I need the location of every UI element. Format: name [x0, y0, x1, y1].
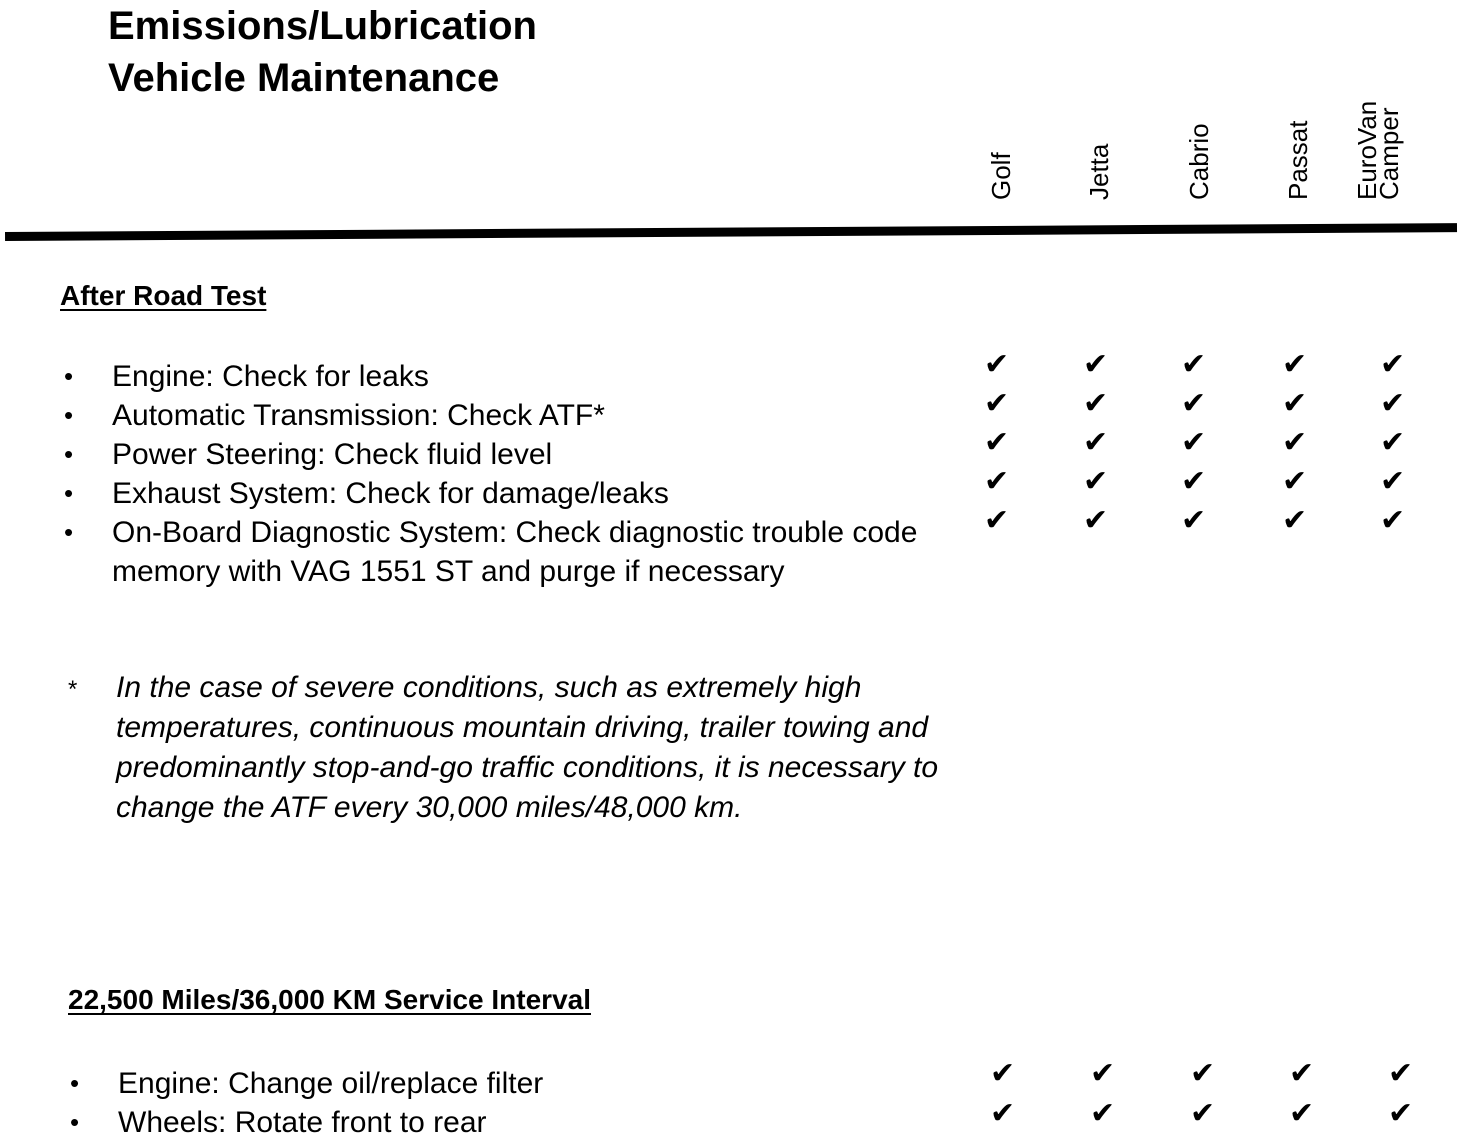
- check-icon: ✔: [1181, 386, 1207, 421]
- check-icon: ✔: [1380, 464, 1406, 499]
- check-icon: ✔: [1190, 1056, 1216, 1091]
- item-text: On-Board Diagnostic System: Check diagnostic trouble code memory with VAG 1551 ST and purge if necessary: [112, 516, 918, 588]
- check-icon: ✔: [1380, 503, 1406, 538]
- item-text: Engine: Check for leaks: [112, 360, 429, 393]
- check-icon: ✔: [984, 386, 1010, 421]
- check-icon: ✔: [1083, 386, 1109, 421]
- bullet-icon: •: [64, 439, 74, 469]
- column-header-label: Golf: [986, 152, 1016, 200]
- column-header-label-line-2: Camper: [1374, 107, 1404, 200]
- bullet-icon: •: [64, 478, 74, 508]
- section-title-22500-service: 22,500 Miles/36,000 KM Service Interval: [68, 984, 591, 1015]
- check-icon: ✔: [1380, 386, 1406, 421]
- list-item: [64, 396, 942, 435]
- check-icon: ✔: [1380, 425, 1406, 460]
- check-icon: ✔: [990, 1096, 1016, 1131]
- check-icon: ✔: [1090, 1096, 1116, 1131]
- bullet-icon: •: [64, 361, 74, 391]
- check-icon: ✔: [1083, 347, 1109, 382]
- page-title-line-1: Emissions/Lubrication: [108, 4, 537, 48]
- check-icon: ✔: [984, 464, 1010, 499]
- section-title-after-road-test: After Road Test: [60, 280, 267, 311]
- bullet-icon: •: [70, 1107, 80, 1137]
- check-icon: ✔: [1181, 347, 1207, 382]
- check-icon: ✔: [1282, 386, 1308, 421]
- item-text: Exhaust System: Check for damage/leaks: [112, 477, 669, 510]
- check-icon: ✔: [1380, 347, 1406, 382]
- check-icon: ✔: [1181, 425, 1207, 460]
- column-header-eurovan-camper: [1352, 88, 1416, 200]
- list-item: [64, 513, 942, 591]
- check-icon: ✔: [984, 425, 1010, 460]
- section-list-22500-service: [70, 1064, 948, 1142]
- check-icon: ✔: [1282, 464, 1308, 499]
- column-header-label: Cabrio: [1184, 123, 1214, 200]
- bullet-icon: •: [64, 400, 74, 430]
- check-icon: ✔: [1282, 503, 1308, 538]
- footnote-marker: *: [68, 676, 78, 703]
- bullet-icon: •: [70, 1068, 80, 1098]
- column-header-label: Jetta: [1084, 143, 1114, 200]
- list-item: [64, 474, 942, 513]
- column-header-jetta: [1066, 88, 1126, 200]
- column-header-cabrio: [1166, 88, 1226, 200]
- header-divider: [5, 223, 1457, 241]
- column-header-label: EuroVan: [1352, 100, 1382, 200]
- check-icon: ✔: [990, 1056, 1016, 1091]
- footnote-text: In the case of severe conditions, such as extremely high temperatures, continuous mountain driving, trailer towing and predominantly stop-and-go traffic conditions, it is necessary to change the ATF every 30,000 miles/48,000 km.: [116, 671, 939, 824]
- item-text: Wheels: Rotate front to rear: [118, 1106, 487, 1139]
- check-icon: ✔: [1190, 1096, 1216, 1131]
- item-text: Engine: Change oil/replace filter: [118, 1067, 544, 1100]
- check-icon: ✔: [984, 503, 1010, 538]
- check-icon: ✔: [1282, 347, 1308, 382]
- bullet-icon: •: [64, 517, 74, 547]
- check-icon: ✔: [1282, 425, 1308, 460]
- check-icon: ✔: [1181, 503, 1207, 538]
- list-item: [70, 1103, 948, 1142]
- list-item: [64, 435, 942, 474]
- column-header-golf: [968, 88, 1028, 200]
- check-icon: ✔: [1388, 1096, 1414, 1131]
- column-header-passat: [1265, 88, 1325, 200]
- check-icon: ✔: [1289, 1096, 1315, 1131]
- check-icon: ✔: [1090, 1056, 1116, 1091]
- section-list-after-road-test: [64, 357, 942, 591]
- page-title-line-2: Vehicle Maintenance: [108, 56, 500, 100]
- check-icon: ✔: [984, 347, 1010, 382]
- item-text: Automatic Transmission: Check ATF*: [112, 399, 605, 432]
- check-icon: ✔: [1289, 1056, 1315, 1091]
- list-item: [64, 357, 942, 396]
- check-icon: ✔: [1181, 464, 1207, 499]
- item-text: Power Steering: Check fluid level: [112, 438, 553, 471]
- check-icon: ✔: [1083, 425, 1109, 460]
- check-icon: ✔: [1083, 503, 1109, 538]
- check-icon: ✔: [1388, 1056, 1414, 1091]
- column-header-label: Passat: [1283, 120, 1313, 200]
- check-icon: ✔: [1083, 464, 1109, 499]
- list-item: [70, 1064, 948, 1103]
